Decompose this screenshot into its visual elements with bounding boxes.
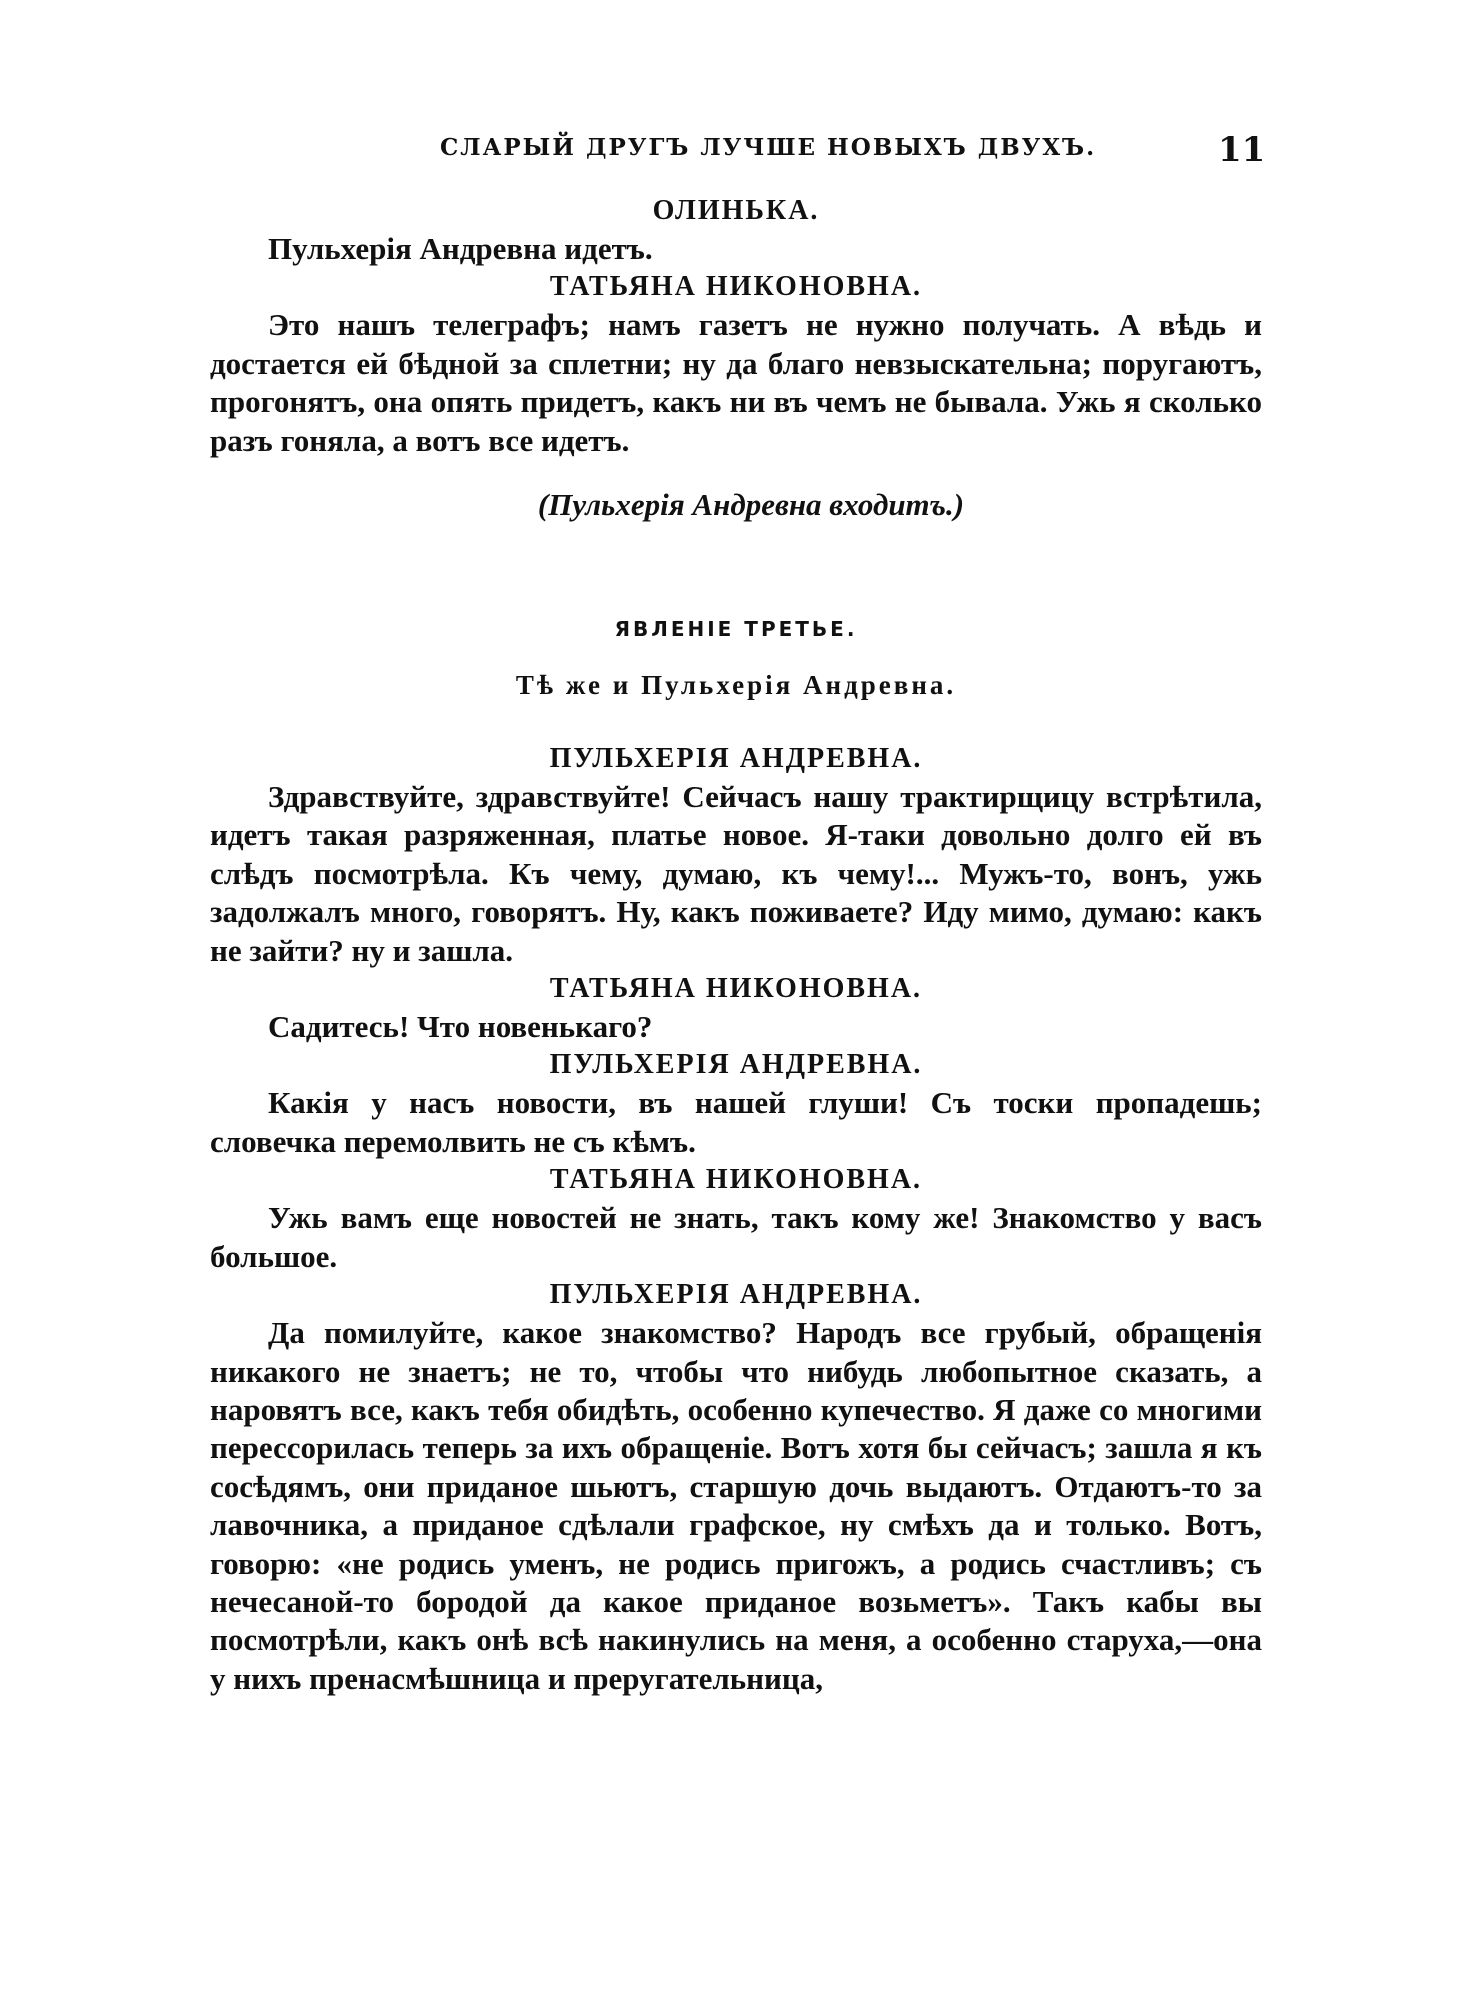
- speaker-name: ТАТЬЯНА НИКОНОВНА.: [549, 1164, 923, 1196]
- speaker-name: ТАТЬЯНА НИКОНОВНА.: [549, 271, 923, 303]
- speaker-name: ПУЛЬХЕРІЯ АНДРЕВНА.: [549, 743, 923, 775]
- dialogue-paragraph: Да помилуйте, какое знакомство? Народъ все грубый, обращенія никакого не знаетъ; не то, чтобы что нибудь любопытное сказать, а наровятъ все, какъ тебя обидѣть, особенно купечество. Я даже со многими перессорилась теперь за ихъ обращеніе. Вотъ хотя бы сейчасъ; зашла я къ сосѣдямъ, они приданое шьютъ, старшую дочь выдаютъ. Отдаютъ-то за лавочника, а приданое сдѣлали графское, ну смѣхъ да и только. Вотъ, говорю: «не родись уменъ, не родись пригожъ, а родись счастливъ; съ нечесаной-то бородой да какое приданое возьметъ». Такъ кабы вы посмотрѣли, какъ онѣ всѣ накинулись на меня, а особенно старуха,—она у нихъ пренасмѣшница и преругательница,: [210, 1315, 1262, 1696]
- dialogue-paragraph: Садитесь! Что новенькаго?: [268, 1009, 653, 1045]
- dialogue-paragraph: Пульхерія Андревна идетъ.: [268, 231, 653, 266]
- speaker-name: ПУЛЬХЕРІЯ АНДРЕВНА.: [549, 1279, 923, 1311]
- speaker-name: ОЛИНЬКА.: [652, 195, 820, 226]
- running-title: СЛАРЫЙ ДРУГЪ ЛУЧШЕ НОВЫХЪ ДВУХЪ.: [440, 134, 1097, 161]
- scene-persons: Тѣ же и Пульхерія Андревна.: [515, 670, 957, 701]
- dialogue-paragraph: Ужь вамъ еще новостей не знать, такъ кому же! Знакомство у васъ большое.: [210, 1200, 1262, 1274]
- dialogue-paragraph: Какія у насъ новости, въ нашей глуши! Съ тоски пропадешь; словечка перемолвить не съ кѣмъ.: [210, 1085, 1262, 1159]
- speaker-name: ПУЛЬХЕРІЯ АНДРЕВНА.: [549, 1049, 923, 1081]
- scene-title: ЯВЛЕНІЕ ТРЕТЬЕ.: [614, 617, 858, 642]
- dialogue-paragraph: Здравствуйте, здравствуйте! Сейчасъ нашу трактирщицу встрѣтила, идетъ такая разряженная, платье новое. Я-таки довольно долго ей въ слѣдъ посмотрѣла. Къ чему, думаю, къ чему!... Мужъ-то, вонъ, ужь задолжалъ много, говорятъ. Ну, какъ поживаете? Иду мимо, думаю: какъ не зайти? ну и зашла.: [210, 779, 1262, 968]
- dialogue-paragraph: Это нашъ телеграфъ; намъ газетъ не нужно получать. А вѣдь и достается ей бѣдной за сплетни; ну да благо невзыскательна; поругаютъ, прогонятъ, она опять придетъ, какъ ни въ чемъ не бывала. Ужь я сколько разъ гоняла, а вотъ все идетъ.: [210, 307, 1262, 458]
- page-number: 11: [1218, 130, 1266, 170]
- stage-direction: (Пульхерія Андревна входитъ.): [537, 487, 965, 523]
- page-body: [210, 192, 1262, 1698]
- spacer: [210, 702, 1262, 740]
- speaker-name: ТАТЬЯНА НИКОНОВНА.: [549, 973, 923, 1005]
